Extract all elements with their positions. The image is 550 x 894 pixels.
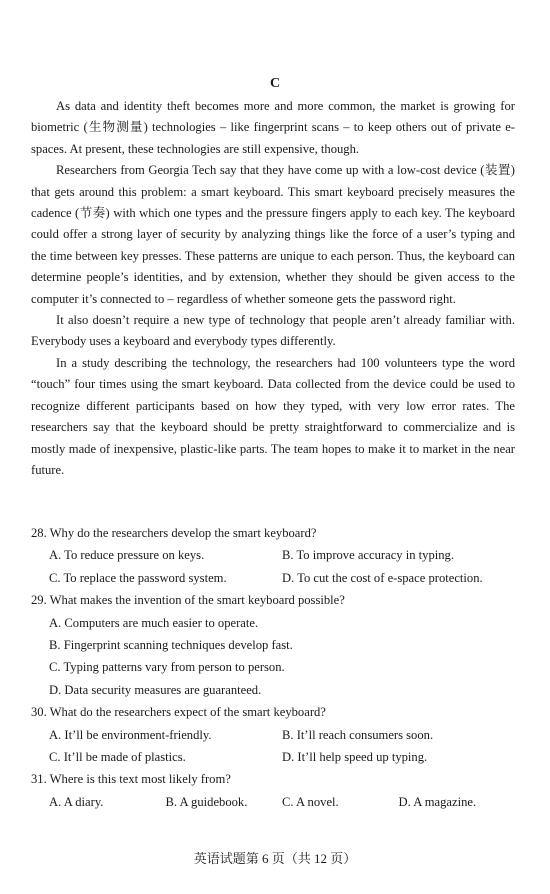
answer-option: D. Data security measures are guaranteed. [49,682,262,697]
reading-passage [31,96,515,481]
answer-option: C. A novel. [282,794,339,809]
answer-option: A. To reduce pressure on keys. [49,548,205,563]
question-stem: 29. What makes the invention of the smart keyboard possible? [31,593,345,608]
answer-option: C. To replace the password system. [49,570,227,585]
answer-option: A. It’ll be environment-friendly. [49,727,212,742]
option-row [31,791,515,813]
answer-option: A. Computers are much easier to operate. [49,615,259,630]
passage-paragraph: Researchers from Georgia Tech say that they have come up with a low-cost device (装置) that gets around this problem: a smart keyboard. This smart keyboard precisely measures the cadence (节奏) with which one types and the pressure fingers apply to each key. The keyboard could offer a strong layer of security by analyzing things like the force of a user’s typing and the time between key presses. These patterns are unique to each person. Thus, the keyboard can determine people’s identities, and by extension, whether they should be given access to the computer it’s connected to – regardless of whether someone gets the password right. [31,163,515,306]
answer-option: C. It’ll be made of plastics. [49,750,186,765]
answer-option: B. A guidebook. [165,794,248,809]
passage-paragraph: In a study describing the technology, the researchers had 100 volunteers type the word “touch” four times using the smart keyboard. Data collected from the device could be used to recognize different participants based on how they typed, with very low error rates. The researchers say that the keyboard should be pretty straightforward to commercialize and is mostly made of inexpensive, plastic-like parts. The team hopes to make it to market in the near future. [31,355,515,477]
answer-option: B. To improve accuracy in typing. [282,548,455,563]
answer-option: C. Typing patterns vary from person to person. [49,660,285,675]
option-row [31,746,515,768]
answer-option: B. It’ll reach consumers soon. [282,727,434,742]
question-stem: 31. Where is this text most likely from? [31,772,231,787]
question-stem: 28. Why do the researchers develop the smart keyboard? [31,526,317,540]
question-stem: 30. What do the researchers expect of the smart keyboard? [31,705,326,720]
answer-option: D. A magazine. [398,794,477,809]
option-row [31,544,515,566]
answer-option: D. It’ll help speed up typing. [282,750,428,765]
passage-paragraph: It also doesn’t require a new type of technology that people aren’t already familiar with. Everybody uses a keyboard and everybody types differently. [31,313,515,349]
question-list [31,522,515,813]
option-row [31,724,515,746]
option-row [31,567,515,589]
answer-option: D. To cut the cost of e-space protection. [282,570,483,585]
section-heading: C [269,76,281,91]
page-footer: 英语试题第 6 页（共 12 页） [193,851,357,866]
answer-option: A. A diary. [49,794,104,809]
answer-option: B. Fingerprint scanning techniques develop fast. [49,638,293,653]
passage-paragraph: As data and identity theft becomes more and more common, the market is growing for biometric (生物测量) technologies – like fingerprint scans – to keep others out of private e-spaces. At present, these technologies are still expensive, though. [31,99,515,156]
